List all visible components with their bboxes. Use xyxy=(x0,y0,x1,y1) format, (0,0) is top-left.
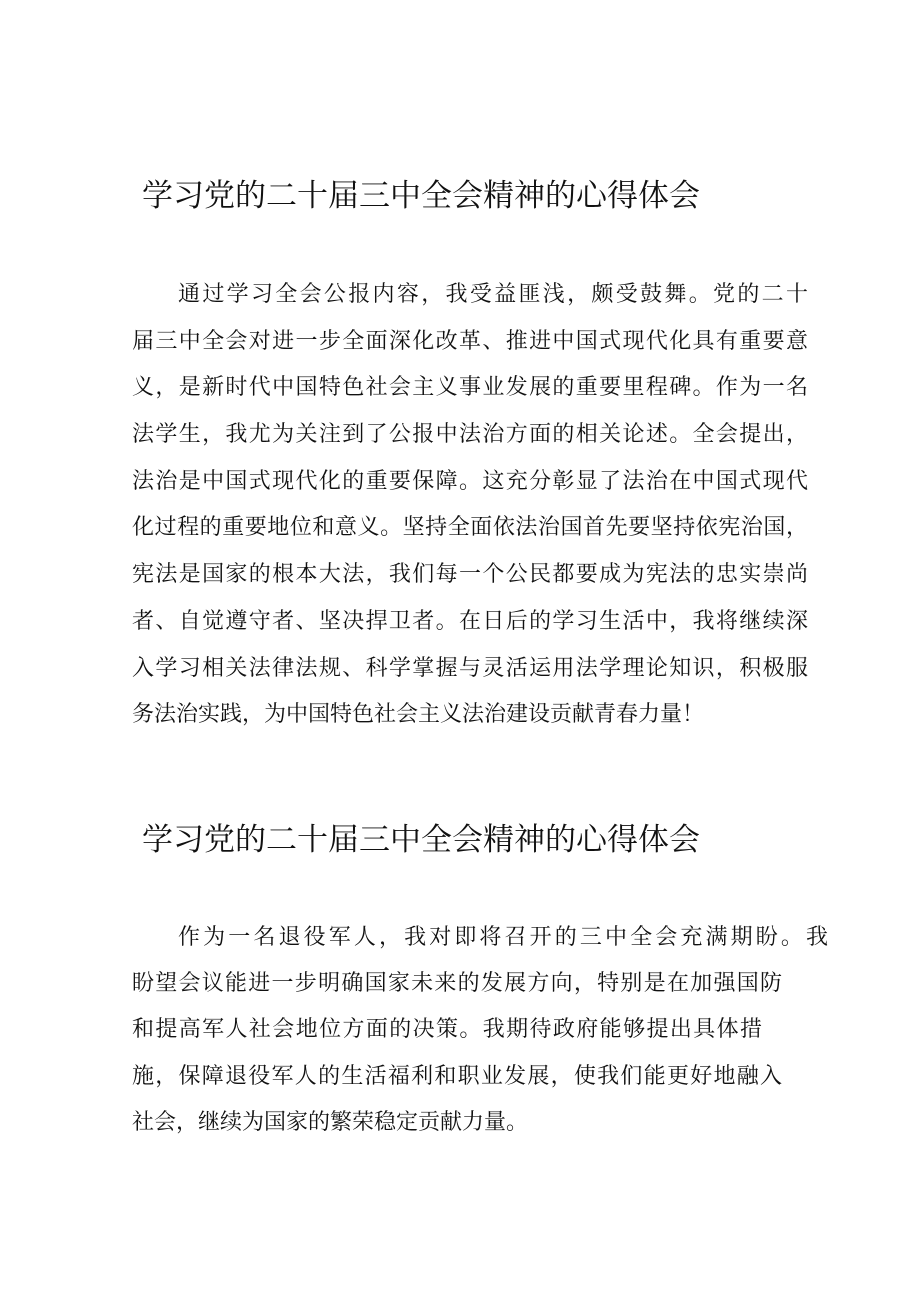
section-title-1: 学习党的二十届三中全会精神的心得体会 xyxy=(142,178,700,214)
paragraph-line: 义，是新时代中国特色社会主义事业发展的重要里程碑。作为一名 xyxy=(132,375,808,401)
paragraph-line: 作为一名退役军人，我对即将召开的三中全会充满期盼。我 xyxy=(178,925,828,950)
paragraph-line: 入学习相关法律法规、科学掌握与灵活运用法学理论知识，积极服 xyxy=(132,655,808,681)
paragraph-line: 法治是中国式现代化的重要保障。这充分彰显了法治在中国式现代 xyxy=(132,468,808,494)
section-title-2: 学习党的二十届三中全会精神的心得体会 xyxy=(142,822,700,858)
section-paragraph-2 xyxy=(132,915,828,1146)
paragraph-line: 通过学习全会公报内容，我受益匪浅，颇受鼓舞。党的二十 xyxy=(178,282,808,307)
section-paragraph-1 xyxy=(132,272,808,739)
paragraph-line: 施，保障退役军人的生活福利和职业发展，使我们能更好地融入 xyxy=(132,1063,782,1089)
paragraph-line: 化过程的重要地位和意义。坚持全面依法治国首先要坚持依宪治国， xyxy=(132,515,808,541)
paragraph-line: 务法治实践，为中国特色社会主义法治建设贡献青春力量！ xyxy=(132,702,705,728)
paragraph-line: 社会，继续为国家的繁荣稳定贡献力量。 xyxy=(132,1109,529,1135)
paragraph-line: 法学生，我尤为关注到了公报中法治方面的相关论述。全会提出， xyxy=(132,422,808,448)
paragraph-line: 者、自觉遵守者、坚决捍卫者。在日后的学习生活中，我将继续深 xyxy=(132,608,808,634)
paragraph-line: 和提高军人社会地位方面的决策。我期待政府能够提出具体措 xyxy=(132,1017,762,1043)
paragraph-line: 届三中全会对进一步全面深化改革、推进中国式现代化具有重要意 xyxy=(132,328,808,354)
paragraph-line: 宪法是国家的根本大法，我们每一个公民都要成为宪法的忠实崇尚 xyxy=(132,562,808,588)
paragraph-line: 盼望会议能进一步明确国家未来的发展方向，特别是在加强国防 xyxy=(132,971,782,997)
